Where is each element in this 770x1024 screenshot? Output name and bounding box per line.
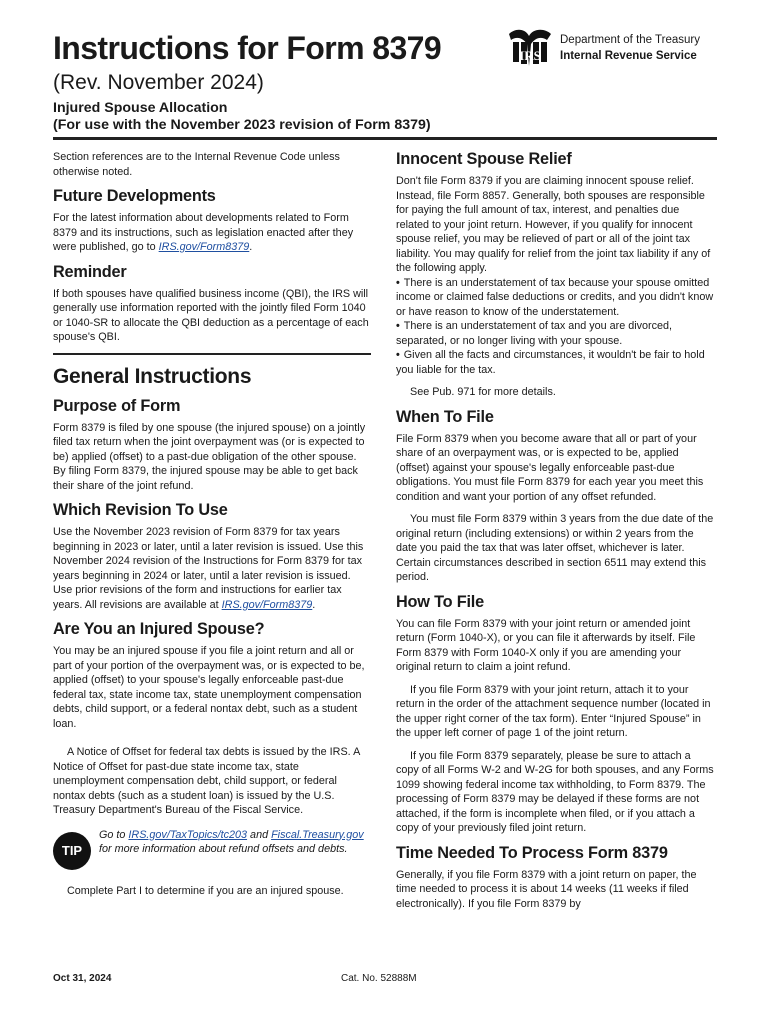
general-instructions-divider [53,353,371,355]
innocent-bullet-1: • There is an understatement of tax because your spouse omitted income or claimed false deductions or credits, and you didn't know or have reason to know of the understatement. [396,276,714,320]
tip-suffix: for more information about refund offsets and debts. [99,843,348,855]
which-revision-link[interactable]: IRS.gov/Form8379 [221,598,313,611]
intro-text: Section references are to the Internal Revenue Code unless otherwise noted. [53,151,340,178]
agency-irs: Internal Revenue Service [560,50,697,62]
left-column [53,150,371,906]
future-developments-body: For the latest information about developments related to Form 8379 and its instructions, such as legislation enacted after they were published, go to [53,212,354,253]
tip-icon: TIP [53,832,91,870]
subtitle-line-2: (For use with the November 2023 revision of Form 8379) [53,117,431,133]
which-revision-body: Use the November 2023 revision of Form 8379 for tax years beginning in 2023 or later, until a later revision is issued. Use this November 2024 revision of the Instructions for Form 8379 for tax years beginning in 2024 or later, until a later revision is issued. Use prior revisions of the form and instructions for earlier tax years. All revisions are available at [53,526,364,611]
injured-spouse-text-1: You may be an injured spouse if you file a joint return and all or part of your portion of the overpayment was, or is expected to be, applied (offset) to your spouse's legally enforceable past-due federal tax, state income tax, state unemployment compensation debts, child support, or a federal nontax debt, such as a student loan. [53,645,365,730]
purpose-text: Form 8379 is filed by one spouse (the injured spouse) on a jointly filed tax return when the joint overpayment was (or is expected to be) applied (offset) to a past-due obligation of the other spouse. By filing Form 8379, the injured spouse may be able to get back their share of the joint refund. [53,421,366,492]
tip-middle: and [247,828,272,841]
revision-date: (Rev. November 2024) [53,71,264,94]
which-revision-end: . [312,598,316,611]
form-subtitle [53,100,431,134]
right-column [396,150,714,919]
future-developments-end: . [249,241,253,253]
injured-spouse-text-2: A Notice of Offset for federal tax debts is issued by the IRS. A Notice of Offset for past-due state income tax, state unemployment compensation debt, child support, or federal nontax debts (such as a student loan) is issued by the U.S. Treasury Department's Bureau of the Fiscal Service. [53,746,360,816]
future-developments-text [53,211,371,255]
how-to-file-text-1: You can file Form 8379 with your joint return or amended joint return (Form 1040-X), or you can file it afterwards by itself. File Form 8379 with Form 1040-X only if you are amending your original return to claim a joint refund. [396,617,696,673]
agency-name [560,32,700,64]
injured-spouse-heading: Are You an Injured Spouse? [53,620,265,638]
tip-prefix: Go to [99,828,129,841]
how-to-file-heading: How To File [396,592,484,611]
innocent-bullet-3: • Given all the facts and circumstances, it wouldn't be fair to hold you liable for the tax. [396,348,714,377]
innocent-spouse-heading: Innocent Spouse Relief [396,150,572,168]
agency-department: Department of the Treasury [560,34,700,46]
footer-catalog-number: Cat. No. 52888M [341,973,417,984]
tip-link-taxtopics[interactable]: IRS.gov/TaxTopics/tc203 [128,828,248,841]
innocent-spouse-text: Don't file Form 8379 if you are claiming innocent spouse relief. Instead, file Form 8857. Generally, both spouses are responsible for paying the full amount of tax, interest, and penalties due related to your joint return. However, if you qualify for innocent spouse relief, you may be relieved of part or all of the joint tax liability. You may qualify for relief from the joint tax liability if any of the following apply. [396,175,711,274]
purpose-heading: Purpose of Form [53,396,181,415]
time-needed-heading: Time Needed To Process Form 8379 [396,843,668,862]
page-title: Instructions for Form 8379 [53,30,442,66]
reminder-text: If both spouses have qualified business income (QBI), the IRS will generally use information reported with the jointly filed Form 1040 or 1040-SR to allocate the QBI deduction as a percentage of each spouse's QBI. [53,287,369,343]
how-to-file-text-3: If you file Form 8379 separately, please be sure to attach a copy of all Forms W-2 and W-2G for both spouses, and any Forms 1099 showing federal income tax withholding, to Form 8379. The processing of Form 8379 may be delayed if these forms are not attached, if the form is incomplete when filed, or if you attach a copy of your previously filed joint return. [396,749,714,834]
which-revision-heading: Which Revision To Use [53,501,228,519]
general-instructions-heading: General Instructions [53,364,252,388]
reminder-heading: Reminder [53,262,127,281]
how-to-file-text-2: If you file Form 8379 with your joint return, attach it to your return in the order of the attachment sequence number (located in the upper right corner of the tax form). Enter “Injured Spouse” in the upper left corner of page 1 of the joint return. [396,683,711,739]
tip-box [53,828,371,870]
innocent-bullet-2: • There is an understatement of tax and you are divorced, separated, or no longer living with your spouse. [396,319,714,348]
see-pub-text: See Pub. 971 for more details. [410,386,556,398]
complete-part-text: Complete Part I to determine if you are an injured spouse. [67,884,344,897]
header-divider [53,137,717,140]
logo-text: IRS [519,48,541,63]
tip-link-fiscal-treasury[interactable]: Fiscal.Treasury.gov [271,828,364,841]
tip-text [99,828,371,857]
subtitle-line-1: Injured Spouse Allocation [53,100,228,116]
when-to-file-heading: When To File [396,407,494,426]
when-to-file-text-2: You must file Form 8379 within 3 years from the due date of the original return (including extensions) or within 2 years from the date you paid the tax that was later offset, whichever is later. Certain circumstances described in section 6511 may extend this period. [396,513,714,583]
when-to-file-text-1: File Form 8379 when you become aware that all or part of your share of an overpayment was, or is expected to be, applied (offset) against your spouse's legally enforceable past-due obligations. You must file Form 8379 for each year you meet this condition and want your portion of any offset refunded. [396,432,704,503]
time-needed-text: Generally, if you file Form 8379 with a joint return on paper, the time needed to process it is about 14 weeks (11 weeks if filed electronically). If you file Form 8379 by [396,868,697,910]
which-revision-text [53,525,371,612]
footer-date: Oct 31, 2024 [53,973,112,984]
future-developments-link[interactable]: IRS.gov/Form8379 [158,241,250,253]
irs-eagle-logo-icon [505,26,555,72]
future-developments-heading: Future Developments [53,187,216,205]
